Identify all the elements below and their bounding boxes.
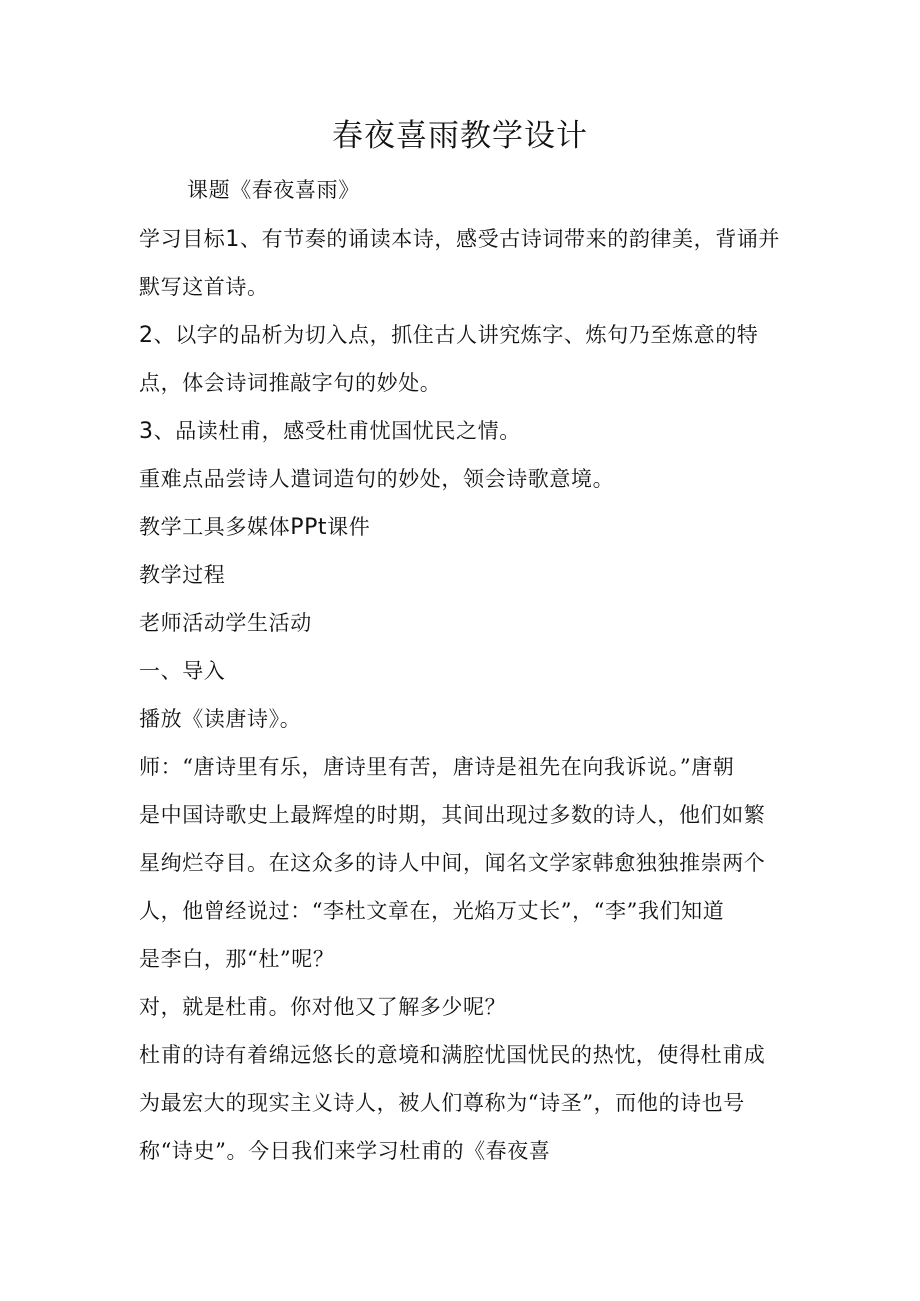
play-instruction: 播放《读唐诗》。: [139, 707, 302, 731]
document-title: 春夜喜雨教学设计: [332, 118, 588, 154]
para-1-line-2: 是中国诗歌史上最辉煌的时期，其间出现过多数的诗人，他们如繁: [139, 803, 766, 827]
para-1-line-5: 是李白，那“杜”呢？: [139, 947, 335, 971]
objective-2-line-1: [139, 320, 799, 351]
objective-2-text: 、以字的品析为切入点，抓住古人讲究炼字、炼句乃至炼意的特: [153, 323, 759, 347]
objective-2-line-2: 点，体会诗词推敲字句的妙处。: [139, 371, 442, 395]
para-3-line-3: 称“诗史”。今日我们来学习杜甫的《春夜喜: [139, 1139, 551, 1163]
objective-label: 学习目标: [139, 227, 226, 251]
tools-suffix: 课件: [327, 515, 371, 539]
lesson-subject: 课题《春夜喜雨》: [187, 178, 360, 202]
teaching-tools: [139, 512, 799, 543]
para-3-line-2: 为最宏大的现实主义诗人，被人们尊称为“诗圣”，而他的诗也号: [139, 1091, 745, 1115]
para-1-line-4: 人，他曾经说过：“李杜文章在，光焰万丈长”，“李”我们知道: [139, 899, 725, 923]
objective-3-number: 3: [139, 419, 154, 444]
para-2: 对，就是杜甫。你对他又了解多少呢？: [139, 995, 507, 1019]
objective-1-line-1: [139, 224, 799, 255]
objective-1-line-2: 默写这首诗。: [139, 275, 269, 299]
objective-1-text: 、有节奏的诵读本诗，感受古诗词带来的韵律美，背诵并: [240, 227, 781, 251]
tools-ppt: PPt: [290, 515, 328, 540]
para-3-line-1: 杜甫的诗有着绵远悠长的意境和满腔忧国忧民的热忱，使得杜甫成: [139, 1043, 766, 1067]
para-1-line-3: 星绚烂夺目。在这众多的诗人中间，闻名文学家韩愈独独推崇两个: [139, 851, 766, 875]
key-points: 重难点品尝诗人遣词造句的妙处，领会诗歌意境。: [139, 467, 615, 491]
objective-1-number: 1: [225, 227, 241, 252]
activities-heading: 老师活动学生活动: [139, 611, 312, 635]
tools-label: 教学工具多媒体: [139, 515, 291, 539]
objective-2-number: 2: [139, 323, 154, 348]
objective-3-text: 、品读杜甫，感受杜甫忧国忧民之情。: [153, 419, 521, 443]
objective-3-line: [139, 416, 799, 447]
teaching-process-heading: 教学过程: [139, 563, 226, 587]
para-1-line-1: 师：“唐诗里有乐，唐诗里有苦，唐诗是祖先在向我诉说。”唐朝: [139, 755, 735, 779]
section-1-heading: 一、导入: [139, 659, 226, 683]
